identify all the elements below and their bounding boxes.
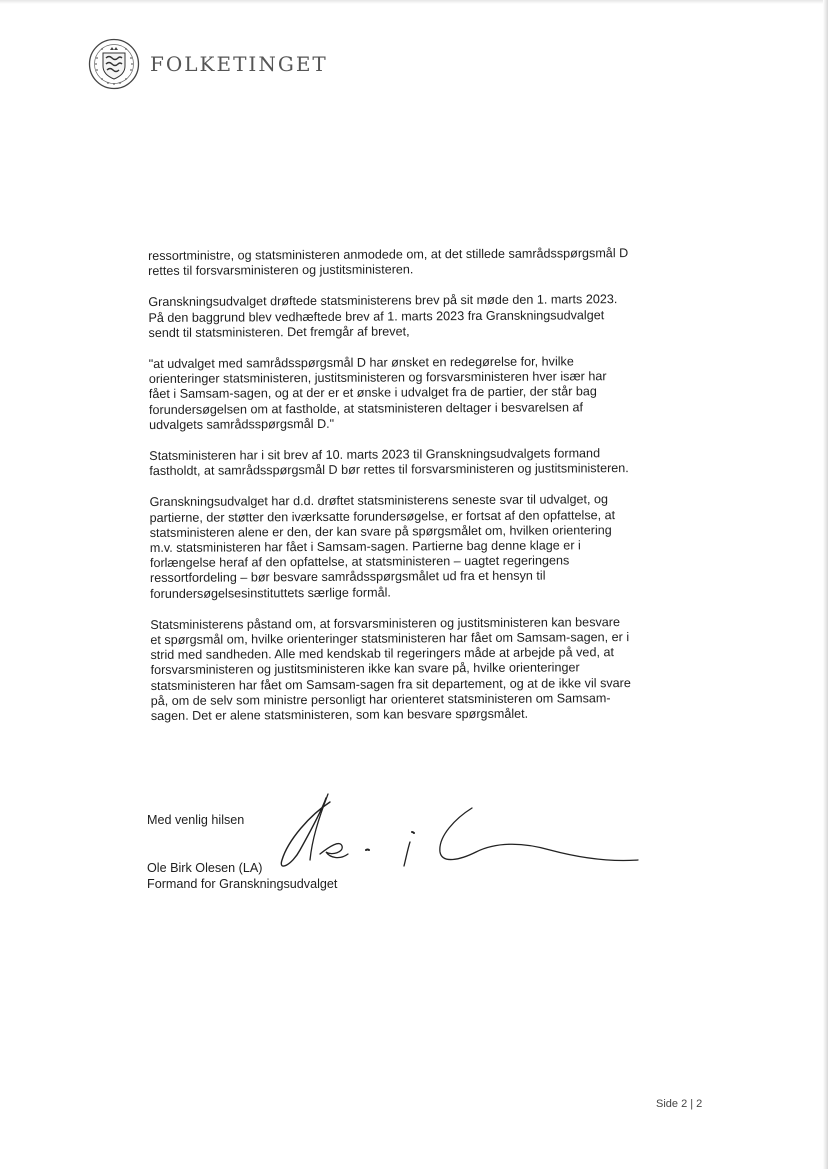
letter-body — [148, 246, 633, 740]
body-paragraph: Statsministeren har i sit brev af 10. marts 2023 til Granskningsudvalgets formand fastholdt, at samrådsspørgsmål D bør rettes til forsvarsministeren og justitsministeren. — [149, 446, 629, 479]
coat-of-arms-seal-icon — [88, 38, 140, 90]
signer-role: Formand for Granskningsudvalget — [147, 877, 338, 891]
page-number: Side 2 | 2 — [656, 1098, 703, 1110]
quoted-paragraph: "at udvalget med samrådsspørgsmål D har ønsket en redegørelse for, hvilke orienteringer statsministeren, justitsministeren og forsvarsministeren hver især har fået i Samsam-sagen, og at der er et ønske i udvalget fra de partier, der står bag forundersøgelsen om at fastholde, at statsministeren deltager i besvarelsen af udvalgets samrådsspørgsmål D." — [148, 354, 607, 432]
body-paragraph: Granskningsudvalget har d.d. drøftet statsministerens seneste svar til udvalget, og partierne, der støtter den iværksatte forundersøgelse, er fortsat af den opfattelse, at statsministeren alene er den, der kan svare på spørgsmålet om, hvilken orientering m.v. statsministeren har fået i Samsam-sagen. Partierne bag denne klage er i forlængelse heraf af den opfattelse, at statsministeren – uagtet regeringens ressortfordeling – bør besvare samrådsspørgsmålet ud fra et hensyn til forundersøgelsesinstituttets særlige formål. — [149, 492, 616, 601]
signer-block — [147, 860, 337, 892]
body-paragraph: ressortministre, og statsministeren anmodede om, at det stillede samrådsspørgsmål D rettes til forsvarsministeren og justitsministeren. — [148, 246, 629, 279]
page-edge-shadow — [823, 0, 828, 1169]
body-paragraph: Granskningsudvalget drøftede statsministerens brev på sit møde den 1. marts 2023. På den baggrund blev vedhæftede brev af 1. marts 2023 fra Granskningsudvalget sendt til statsministeren. Det fremgår af brevet, — [148, 292, 618, 340]
page-edge-shadow — [0, 0, 828, 4]
signer-name: Ole Birk Olesen (LA) — [147, 861, 263, 875]
letterhead — [88, 38, 328, 90]
institution-name: FOLKETINGET — [150, 52, 328, 76]
body-paragraph: Statsministerens påstand om, at forsvarsministeren og justitsministeren kan besvare et spørgsmål om, hvilke orienteringer statsministeren har fået om Samsam-sagen, er i strid med sandheden. Alle med kendskab til regeringers måde at arbejde på ved, at forsvarsministeren og justitsministeren ikke kan svare på, hvilke orienteringer statsministeren har fået om Samsam-sagen fra sit departement, og at de ikke vil svare på, om de selv som ministre personligt har orienteret statsministeren om Samsam-sagen. Det er alene statsministeren, som kan besvare spørgsmålet. — [150, 614, 631, 724]
closing-greeting: Med venlig hilsen — [147, 813, 245, 827]
